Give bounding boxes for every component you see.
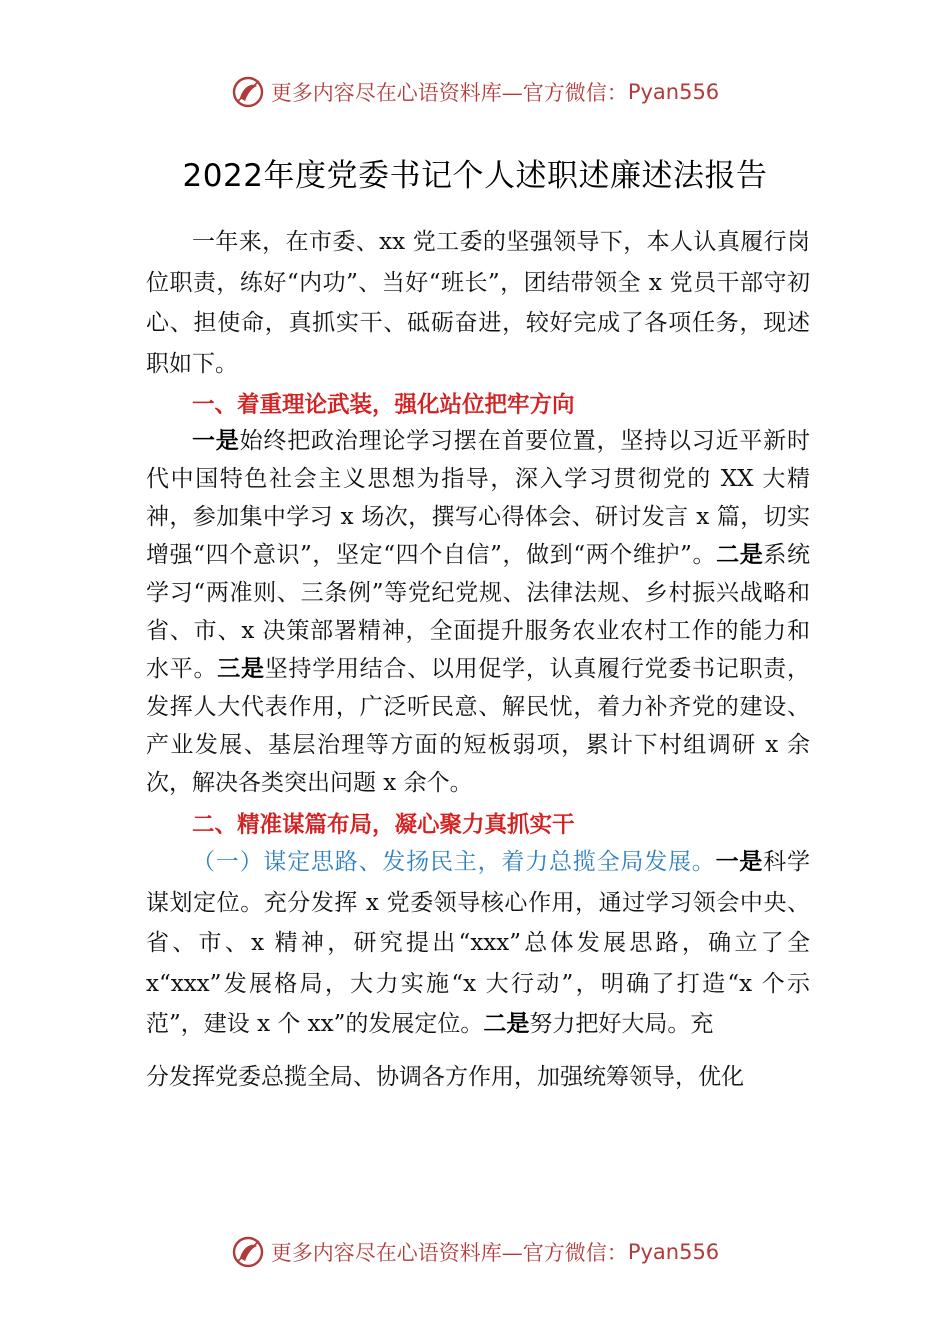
- header-watermark: [0, 72, 950, 112]
- point-3-text: 坚持学用结合、以用促学，认真履行党委书记职责，发挥人大代表作用，广泛听民意、解民忧，着力补齐党的建设、产业发展、基层治理等方面的短板弱项，累计下村组调研 x 余次，解决各类突出问题 x 余个。: [146, 656, 811, 796]
- sub-point-2-lead: 二是: [483, 1011, 530, 1037]
- intro-paragraph: 一年来，在市委、xx 党工委的坚强领导下，本人认真履行岗位职责，练好“内功”、当好“班长”，团结带领全 x 党员干部守初心、担使命，真抓实干、砥砺奋进，较好完成了各项任务，现述职如下。: [146, 229, 810, 377]
- section-2-paragraph: [146, 842, 810, 1045]
- point-1-lead: 一是: [192, 428, 240, 454]
- watermark-wechat-id: Pyan556: [627, 80, 720, 104]
- point-2-lead: 二是: [716, 542, 764, 568]
- section-1-heading: 一、着重理论武装，强化站位把牢方向: [192, 392, 575, 418]
- brand-logo-icon: [231, 1235, 265, 1269]
- brand-logo-icon: [231, 75, 265, 109]
- sub-point-2-text: 努力把好大局。充: [529, 1011, 714, 1037]
- section-1-paragraph: [146, 422, 810, 802]
- document-body: [146, 222, 810, 1097]
- continued-paragraph: 分发挥党委总揽全局、协调各方作用，加强统筹领导，优化: [146, 1063, 744, 1090]
- document-title: 2022年度党委书记个人述职述廉述法报告: [182, 158, 768, 194]
- section-2-heading: 二、精准谋篇布局，凝心聚力真抓实干: [192, 812, 575, 838]
- watermark-text: 更多内容尽在心语资料库—官方微信：: [270, 81, 628, 105]
- watermark-text: 更多内容尽在心语资料库—官方微信：: [270, 1241, 628, 1265]
- point-2-text: 系统学习“两准则、三条例”等党纪党规、法律法规、乡村振兴战略和省、市、x 决策部署精神，全面提升服务农业农村工作的能力和水平。: [146, 542, 811, 682]
- subsection-1-heading: （一）谋定思路、发扬民主，着力总揽全局发展。: [192, 849, 716, 875]
- footer-watermark: [0, 1232, 950, 1272]
- sub-point-1-lead: 一是: [715, 849, 764, 875]
- point-1-text: 始终把政治理论学习摆在首要位置，坚持以习近平新时代中国特色社会主义思想为指导，深入学习贯彻党的 XX 大精神，参加集中学习 x 场次，撰写心得体会、研讨发言 x 篇，切实增强“四个意识”，坚定“四个自信”，做到“两个维护”。: [146, 428, 811, 568]
- watermark-wechat-id: Pyan556: [627, 1240, 720, 1264]
- sub-point-1-text: 科学谋划定位。充分发挥 x 党委领导核心作用，通过学习领会中央、省、市、x 精神，研究提出“xxx”总体发展思路，确立了全 x“xxx”发展格局，大力实施“x 大行动”，明确了打造“x 个示范”，建设 x 个 xx”的发展定位。: [146, 849, 811, 1037]
- point-3-lead: 三是: [217, 656, 265, 682]
